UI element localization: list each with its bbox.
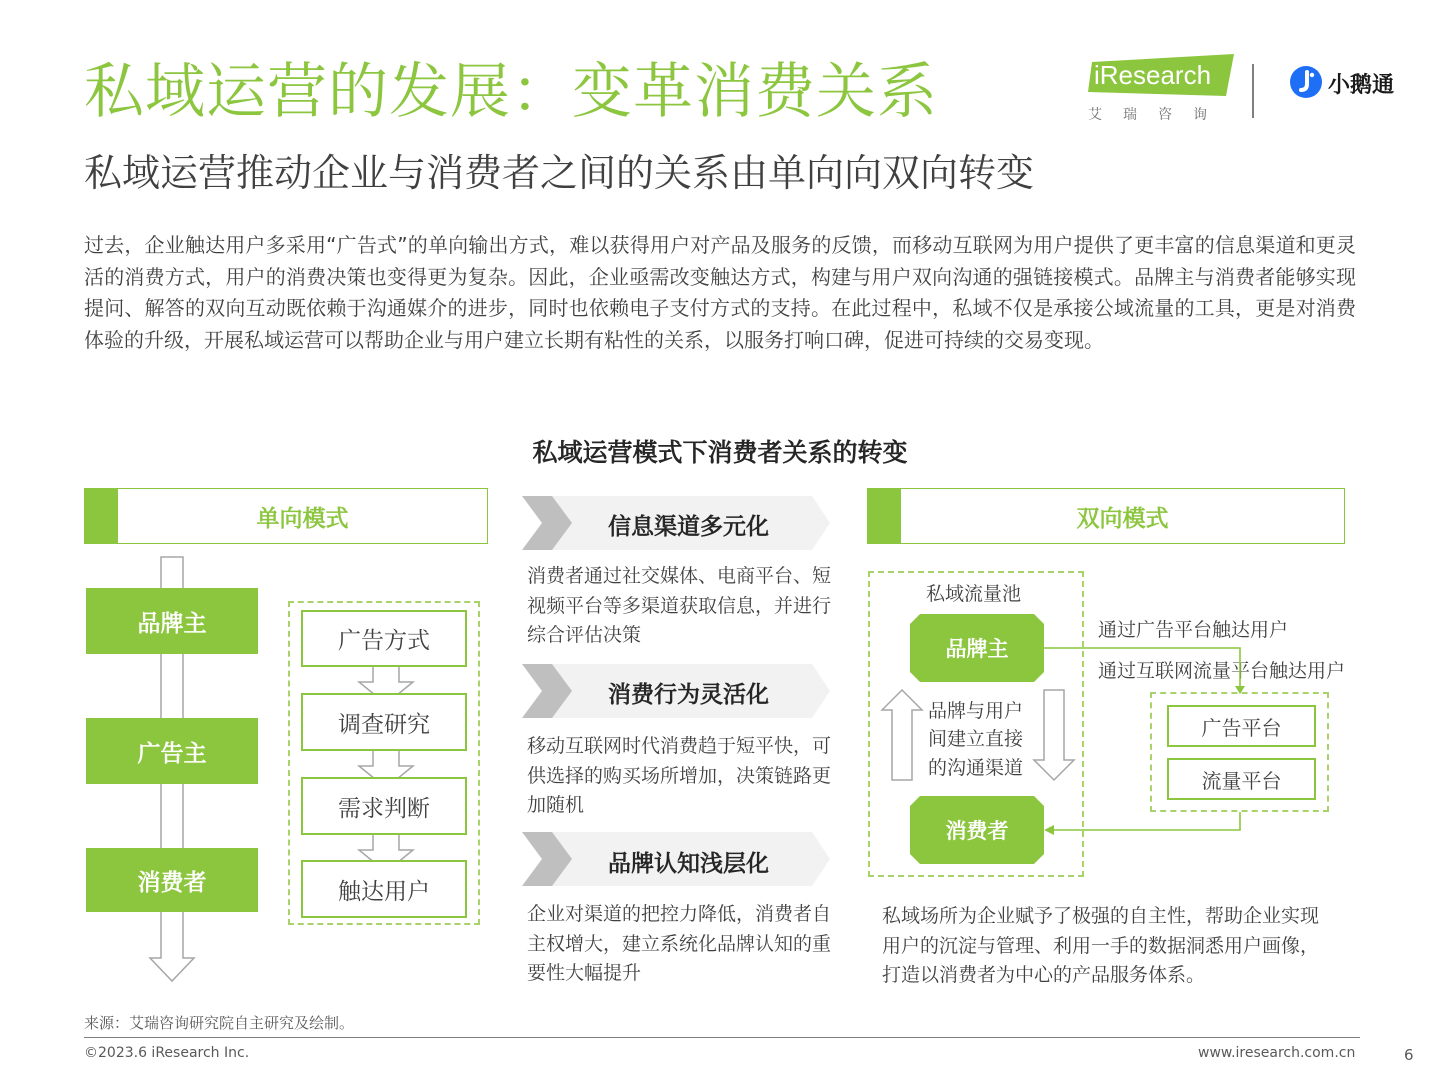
route-internet-platform: 通过互联网流量平台触达用户 — [1098, 660, 1346, 682]
two-way-mode-label: 双向模式 — [1076, 505, 1169, 532]
trend-2-text: 移动互联网时代消费趋于短平快，可供选择的购买场所增加，决策链路更加随机 — [527, 735, 832, 816]
step-research: 调查研究 — [301, 693, 467, 751]
two-way-brand-owner: 品牌主 — [945, 637, 1009, 661]
two-way-mode-header — [867, 488, 1345, 544]
step-ad-method: 广告方式 — [301, 610, 467, 667]
relation-line-2: 间建立直接 — [928, 728, 1024, 750]
relation-line-3: 的沟通渠道 — [928, 757, 1024, 779]
actor-brand-owner: 品牌主 — [86, 588, 258, 654]
footer-divider — [84, 1037, 1360, 1038]
trend-3-title: 品牌认知浅层化 — [608, 851, 769, 877]
logo-cn-text: 艾瑞咨询 — [1088, 107, 1228, 123]
trend-1-text: 消费者通过社交媒体、电商平台、短视频平台等多渠道获取信息，并进行综合评估决策 — [527, 565, 832, 646]
step-reach-users: 触达用户 — [301, 860, 467, 918]
actor-advertiser: 广告主 — [86, 718, 258, 784]
logo-text: iResearch — [1094, 60, 1212, 90]
ad-platform-box: 广告平台 — [1167, 705, 1316, 747]
one-way-mode-label: 单向模式 — [256, 505, 349, 532]
traffic-platform-box: 流量平台 — [1167, 758, 1316, 800]
xiaoetong-logo-icon — [1290, 66, 1322, 98]
relation-line-1: 品牌与用户 — [928, 700, 1024, 722]
one-way-mode-header — [84, 488, 488, 544]
iresearch-logo — [1088, 52, 1234, 96]
logo-divider — [1252, 64, 1254, 118]
diagram-title: 私域运营模式下消费者关系的转变 — [532, 438, 908, 467]
page-subtitle: 私域运营推动企业与消费者之间的关系由单向向双向转变 — [84, 151, 1035, 195]
trend-1-title: 信息渠道多元化 — [608, 514, 769, 540]
two-way-consumer: 消费者 — [945, 819, 1009, 843]
xiaoetong-logo-text: 小鹅通 — [1328, 73, 1395, 98]
pool-label: 私域流量池 — [926, 583, 1022, 605]
page-title: 私域运营的发展：变革消费关系 — [84, 57, 938, 127]
route-ad-platform: 通过广告平台触达用户 — [1098, 619, 1289, 641]
actor-consumer: 消费者 — [86, 848, 258, 912]
two-way-summary: 私域场所为企业赋予了极强的自主性，帮助企业实现用户的沉淀与管理、利用一手的数据洞悉用户画像，打造以消费者为中心的产品服务体系。 — [882, 905, 1320, 986]
intro-paragraph: 过去，企业触达用户多采用“广告式”的单向输出方式，难以获得用户对产品及服务的反馈，而移动互联网为用户提供了更丰富的信息渠道和更灵活的消费方式，用户的消费决策也变得更为复杂。因此，企业亟需改变触达方式，构建与用户双向沟通的强链接模式。品牌主与消费者能够实现提问、解答的双向互动既依赖于沟通媒介的进步，同时也依赖电子支付方式的支持。在此过程中，私域不仅是承接公域流量的工具，更是对消费体验的升级，开展私域运营可以帮助企业与用户建立长期有粘性的关系，以服务打响口碑，促进可持续的交易变现。 — [84, 233, 1356, 352]
step-demand-judgement: 需求判断 — [301, 777, 467, 835]
source-note: 来源：艾瑞咨询研究院自主研究及绘制。 — [84, 1014, 355, 1032]
trend-2-title: 消费行为灵活化 — [608, 682, 769, 708]
trend-3-text: 企业对渠道的把控力降低，消费者自主权增大，建立系统化品牌认知的重要性大幅提升 — [527, 903, 832, 984]
page-number: 6 — [1404, 1046, 1414, 1064]
website-url[interactable]: www.iresearch.com.cn — [1198, 1045, 1356, 1061]
copyright: ©2023.6 iResearch Inc. — [84, 1045, 250, 1061]
